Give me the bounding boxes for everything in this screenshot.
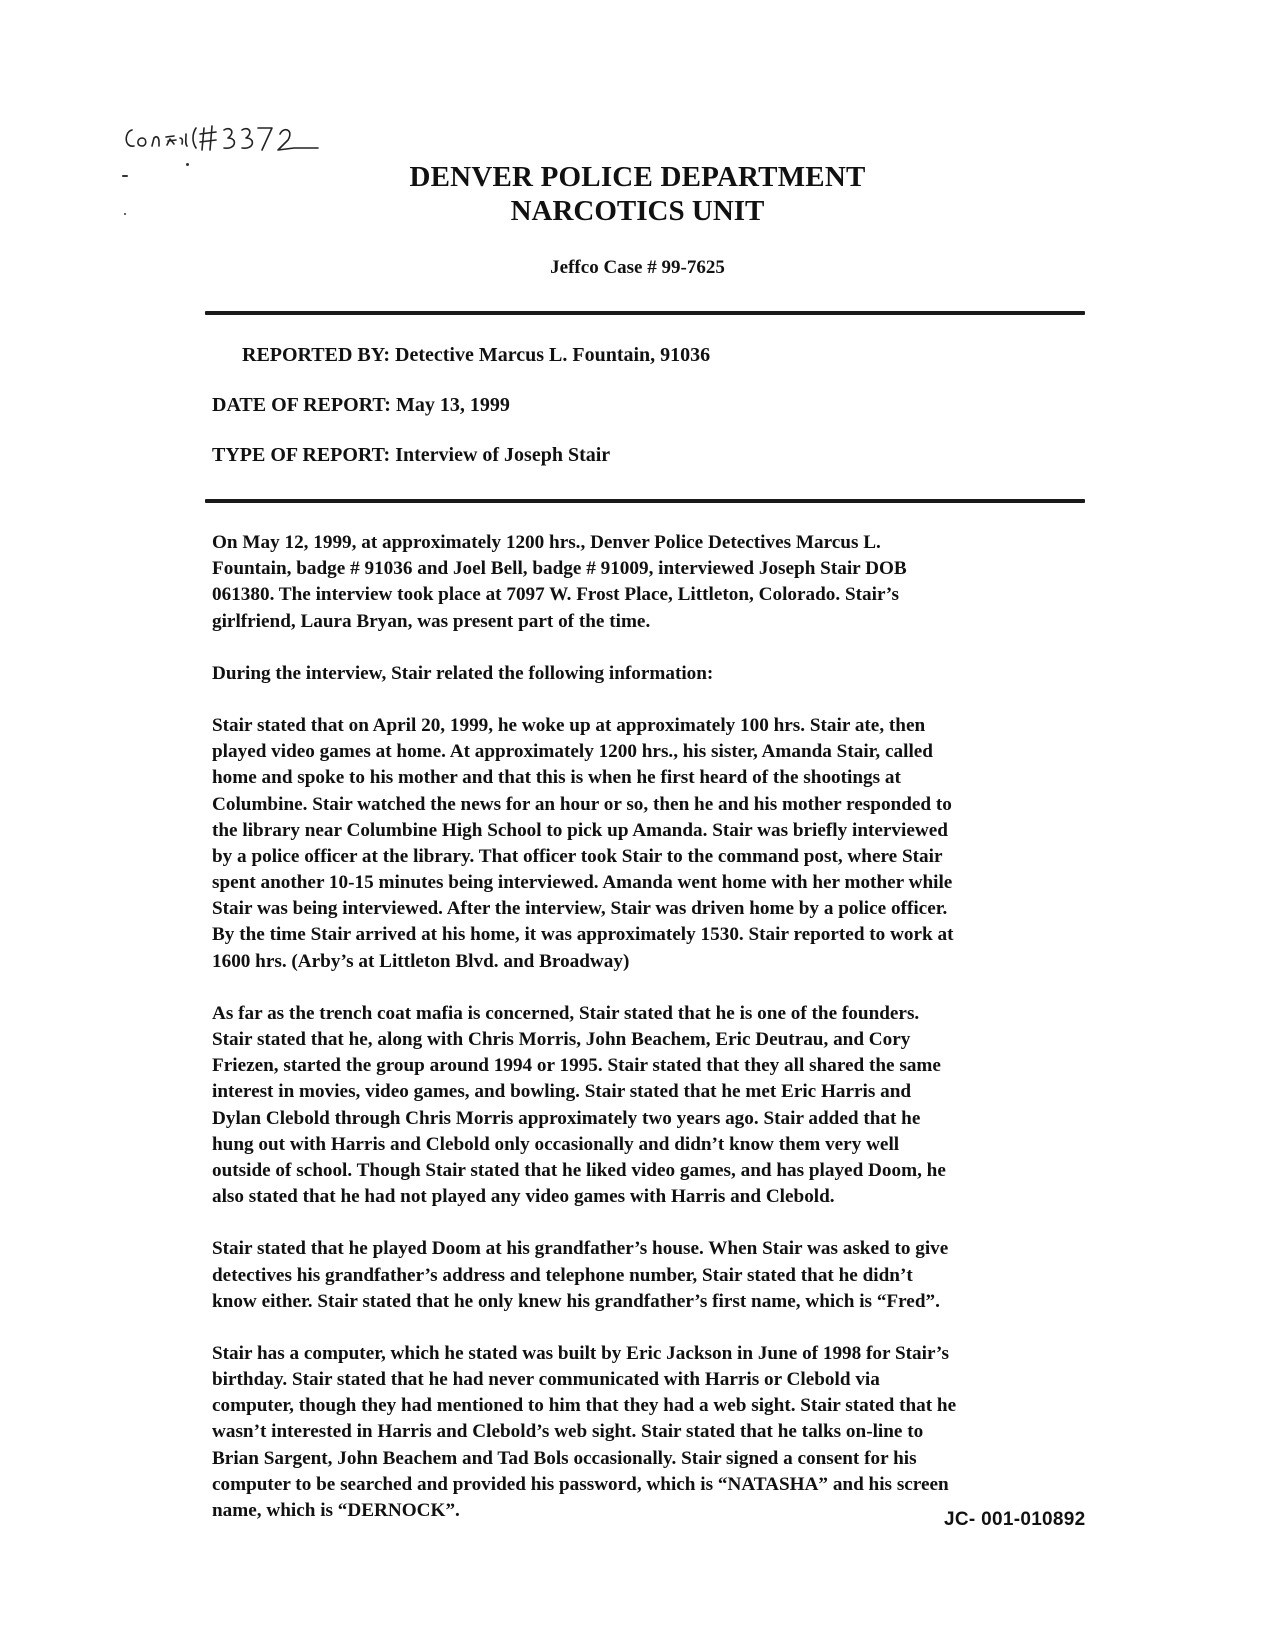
text-line: Stair was being interviewed. After the interview, Stair was driven home by a police officer. [212,898,948,920]
report-body [212,530,1092,1524]
date-of-report-label: DATE OF REPORT: [212,394,391,416]
paragraph-gap [212,1315,1092,1341]
text-line: Friezen, started the group around 1994 or 1995. Stair stated that they all shared the same [212,1055,941,1077]
case-number: Jeffco Case # 99-7625 [550,257,725,278]
text-line: By the time Stair arrived at his home, it was approximately 1530. Stair reported to work at [212,924,954,946]
text-line: home and spoke to his mother and that this is when he first heard of the shootings at [212,767,901,789]
text-line: the library near Columbine High School to pick up Amanda. Stair was briefly interviewed [212,819,948,841]
text-line: Fountain, badge # 91036 and Joel Bell, badge # 91009, interviewed Joseph Stair DOB [212,558,907,580]
department-title: DENVER POLICE DEPARTMENT [409,161,866,193]
text-line: Stair has a computer, which he stated was built by Eric Jackson in June of 1998 for Stair’s [212,1342,949,1364]
paragraph [212,713,1092,975]
text-line: interest in movies, video games, and bowling. Stair stated that he met Eric Harris and [212,1081,912,1103]
paragraph [212,661,1092,687]
text-line: hung out with Harris and Clebold only occasionally and didn’t know them very well [212,1133,900,1155]
paragraph [212,1001,1092,1211]
text-line: 1600 hrs. (Arby’s at Littleton Blvd. and Broadway) [212,950,630,972]
text-line: by a police officer at the library. That officer took Stair to the command post, where Stair [212,845,943,867]
paragraph-gap [212,635,1092,661]
text-line: also stated that he had not played any video games with Harris and Clebold. [212,1186,835,1208]
paragraph [212,1236,1092,1315]
reported-by-row [242,343,710,367]
date-of-report-row [212,393,510,417]
text-line: outside of school. Though Stair stated that he liked video games, and has played Doom, he [212,1159,946,1181]
text-line: computer, though they had mentioned to him that they had a web sight. Stair stated that he [212,1395,957,1417]
text-line: Stair stated that he, along with Chris Morris, John Beachem, Eric Deutrau, and Cory [212,1029,911,1050]
text-line: computer to be searched and provided his password, which is “NATASHA” and his screen [212,1473,949,1495]
text-line: birthday. Stair stated that he had never communicated with Harris or Clebold via [212,1369,880,1391]
reported-by-label: REPORTED BY: [242,344,391,366]
date-of-report-value: May 13, 1999 [395,394,510,416]
paragraph-gap [212,975,1092,1001]
document-id: JC- 001-010892 [944,1509,1086,1530]
bottom-divider [205,499,1085,503]
text-line: spent another 10-15 minutes being interviewed. Amanda went home with her mother while [212,872,953,894]
text-line: On May 12, 1999, at approximately 1200 hrs., Denver Police Detectives Marcus L. [212,532,881,553]
paragraph-gap [212,687,1092,713]
text-line: girlfriend, Laura Bryan, was present part of the time. [212,610,651,632]
text-line: Brian Sargent, John Beachem and Tad Bols occasionally. Stair signed a consent for his [212,1447,917,1469]
text-line: Stair stated that on April 20, 1999, he woke up at approximately 100 hrs. Stair ate, then [212,714,926,736]
type-of-report-value: Interview of Joseph Stair [395,444,611,466]
type-of-report-row [212,443,610,467]
text-line: Columbine. Stair watched the news for an hour or so, then he and his mother responded to [212,793,952,815]
paragraph [212,530,1092,635]
text-line: wasn’t interested in Harris and Clebold’s web sight. Stair stated that he talks on-line to [212,1421,924,1443]
paragraph-gap [212,1210,1092,1236]
text-line: Stair stated that he played Doom at his grandfather’s house. When Stair was asked to give [212,1238,949,1260]
text-line: know either. Stair stated that he only knew his grandfather’s first name, which is “Fred”. [212,1290,940,1312]
unit-title: NARCOTICS UNIT [510,195,765,227]
text-line: 061380. The interview took place at 7097 W. Frost Place, Littleton, Colorado. Stair’s [212,584,899,606]
reported-by-value: Detective Marcus L. Fountain, 91036 [395,344,711,366]
text-line: As far as the trench coat mafia is concerned, Stair stated that he is one of the founders. [212,1002,920,1024]
text-line: name, which is “DERNOCK”. [212,1500,460,1521]
top-divider [205,311,1085,315]
text-line: During the interview, Stair related the following information: [212,662,714,684]
handwritten-control-number [120,112,340,162]
type-of-report-label: TYPE OF REPORT: [212,444,391,466]
text-line: detectives his grandfather’s address and telephone number, Stair stated that he didn’t [212,1264,913,1286]
paragraph [212,1341,1092,1524]
text-line: Dylan Clebold through Chris Morris approximately two years ago. Stair added that he [212,1107,921,1129]
text-line: played video games at home. At approximately 1200 hrs., his sister, Amanda Stair, called [212,741,933,763]
